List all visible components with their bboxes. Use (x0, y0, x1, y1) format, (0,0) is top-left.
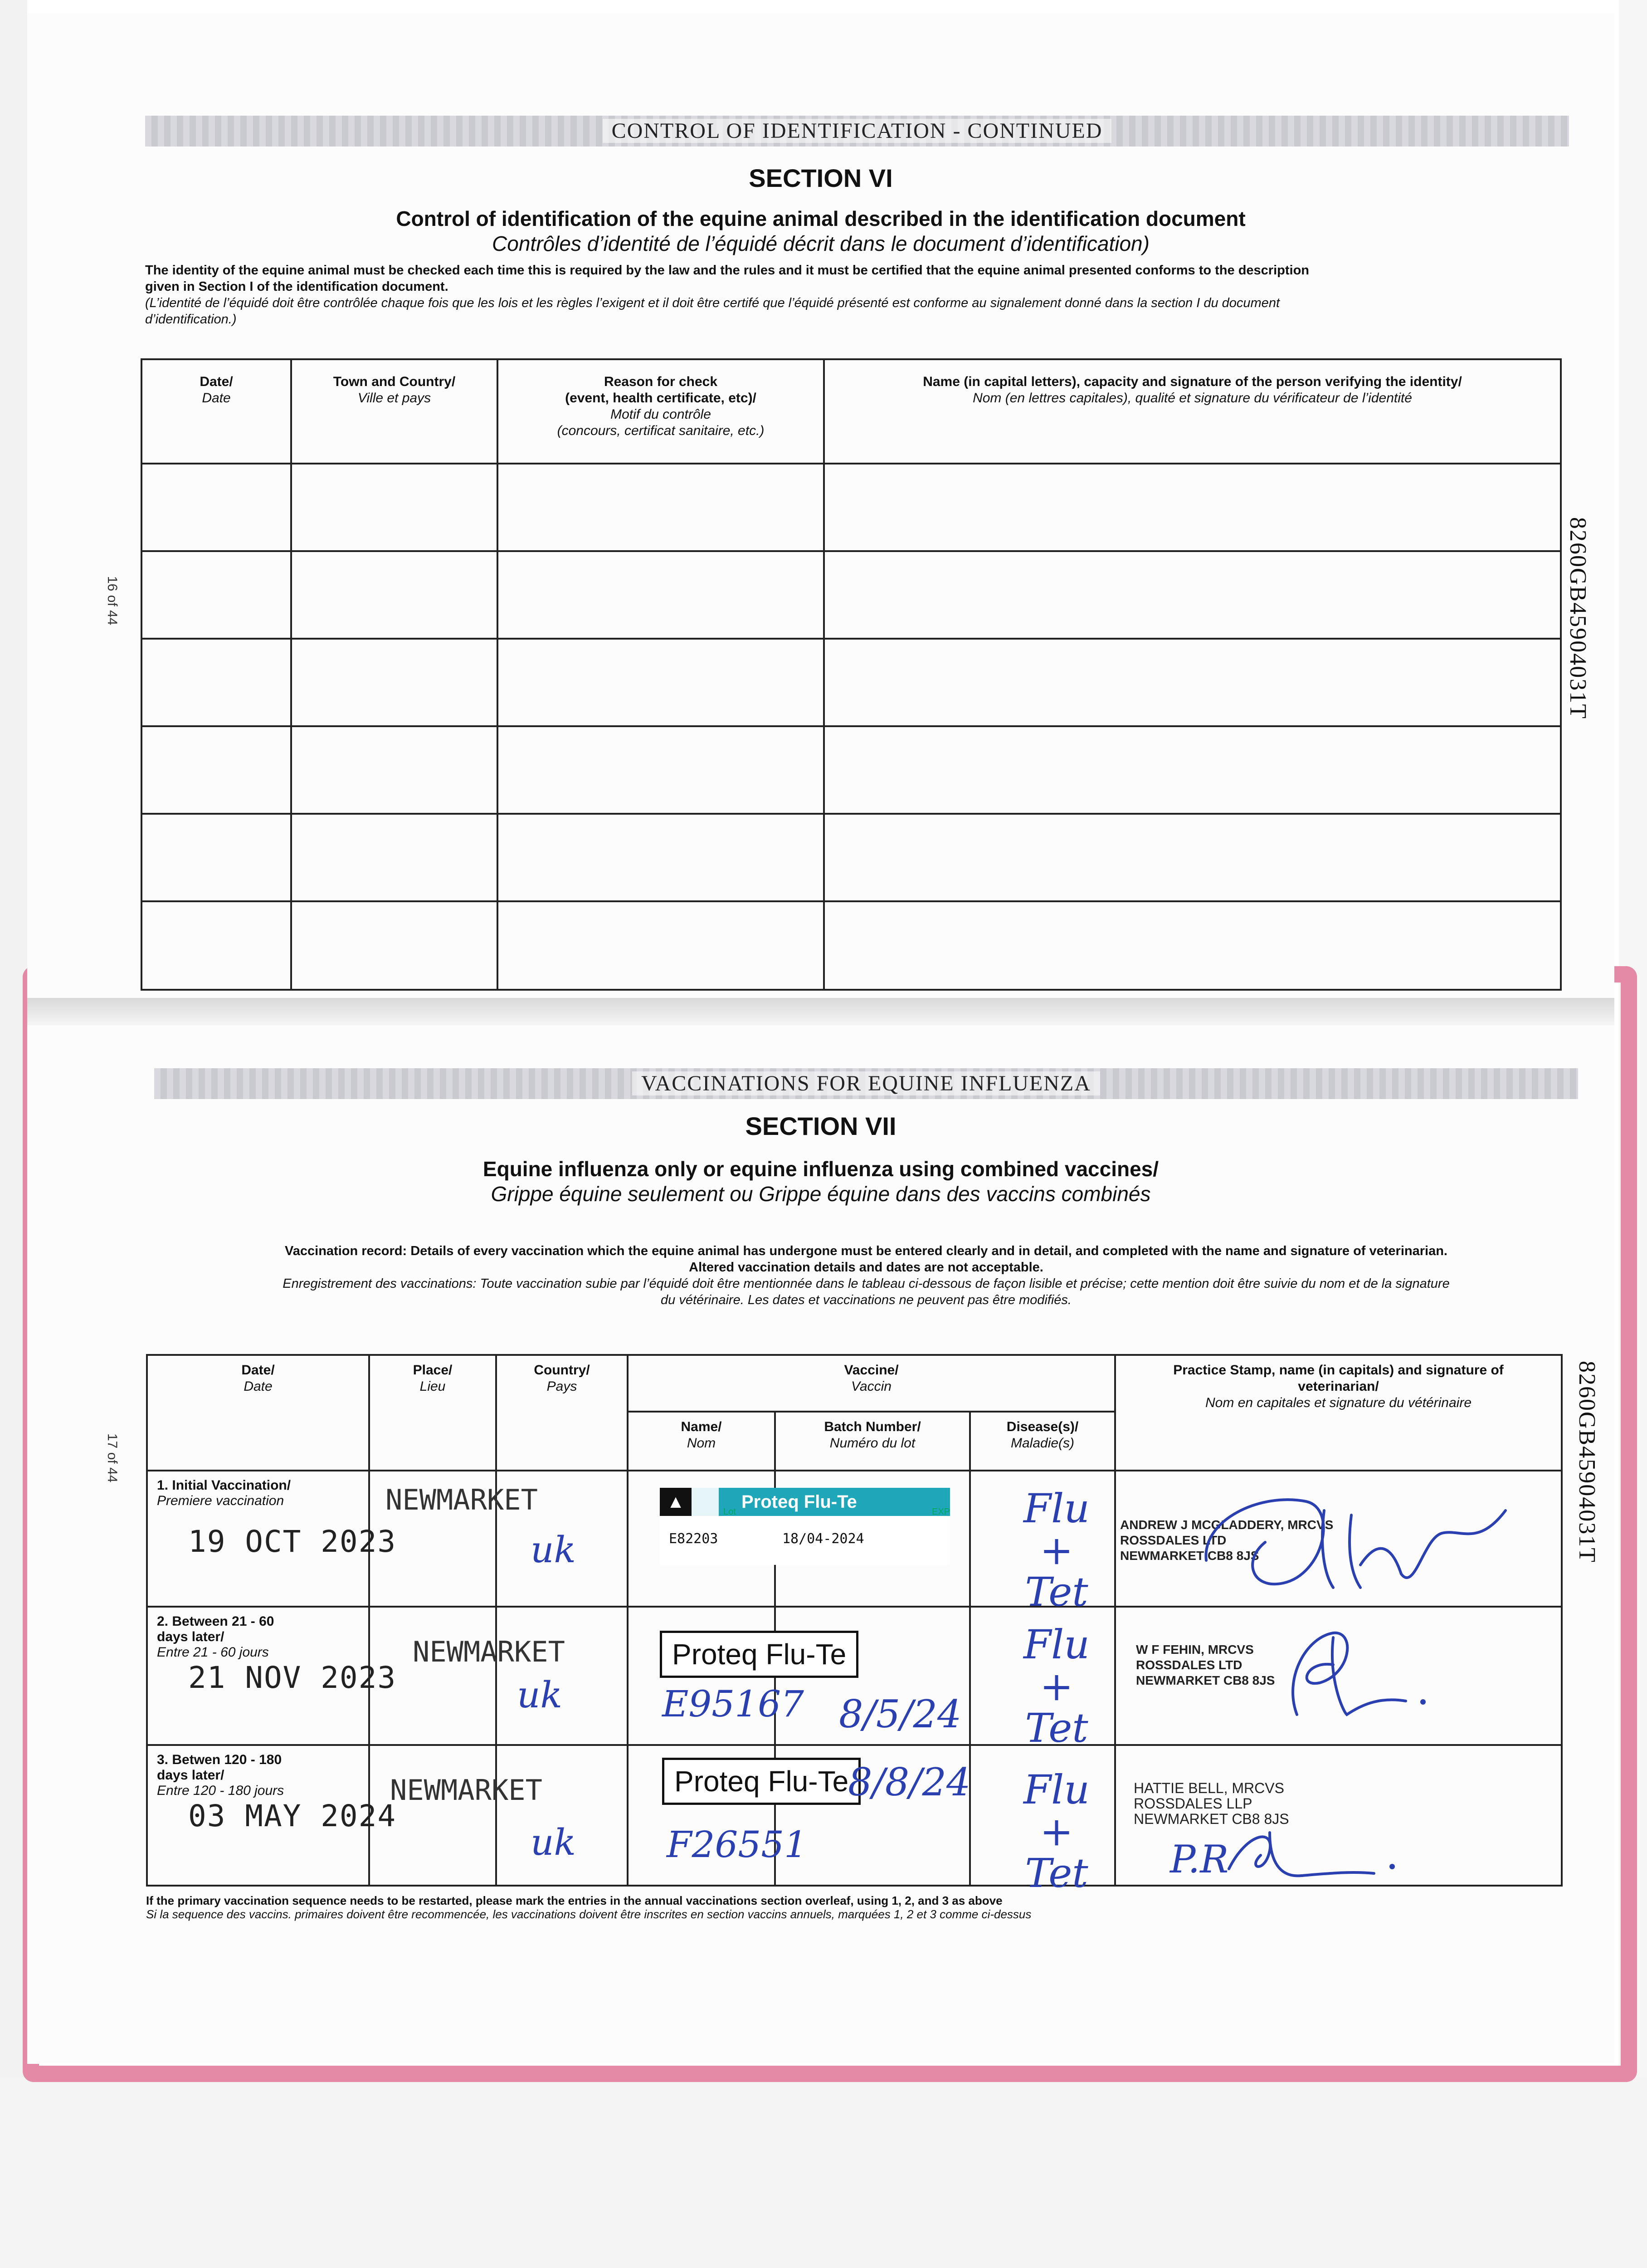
vet-practice-stamp: HATTIE BELL, MRCVS ROSSDALES LLP NEWMARKET CB8 8JS (1134, 1780, 1289, 1827)
scan-margin-bottom (0, 2077, 1647, 2268)
intro-fr-line2: du vétérinaire. Les dates et vaccinations ne peuvent pas être modifiés. (661, 1293, 1072, 1307)
table-header-row (147, 1355, 1562, 1412)
intro-fr-line1: (L’identité de l’équidé doit être contrôlée chaque fois que les lois et les règles l’exigent et il doit être certifé que l’équidé présenté est conforme au signalement donné dans la section I du document (145, 296, 1280, 310)
section-subtitle: Equine influenza only or equine influenza using combined vaccines/ (482, 1157, 1159, 1181)
passport-id: 8260GB45904031T (1565, 517, 1591, 719)
col-diseases: Disease(s)/ Maladie(s) (970, 1412, 1115, 1471)
vaccine-brand-label: Proteq Flu-Te (719, 1488, 950, 1516)
place-stamp: NEWMARKET (413, 1635, 565, 1668)
table-row (141, 639, 1561, 726)
intro-text (150, 1243, 1583, 1308)
vet-practice-stamp: ANDREW J MCGLADDERY, MRCVS ROSSDALES LTD NEWMARKET CB8 8JS (1120, 1518, 1334, 1563)
footnote-en: If the primary vaccination sequence needs to be restarted, please mark the entries in the annual vaccinations section overleaf, using 1, 2, and 3 as above (146, 1894, 1003, 1907)
col-batch-number: Batch Number/ Numéro du lot (775, 1412, 970, 1471)
vet-signature-2 (1243, 1624, 1433, 1733)
intro-en-line2: Altered vaccination details and dates are not acceptable. (689, 1260, 1043, 1275)
country-handwritten: uk (517, 1674, 562, 1716)
table-row (141, 726, 1561, 814)
section-title: SECTION VII (745, 1112, 897, 1140)
col-reason: Reason for check (event, health certificate, etc)/ Motif du contrôle (concours, certificat sanitaire, etc.) (497, 359, 824, 464)
batch-handwritten: F26551 (667, 1823, 807, 1866)
banner-text: CONTROL OF IDENTIFICATION - CONTINUED (603, 119, 1112, 143)
exp-label: EXP (932, 1507, 950, 1517)
vaccination-date-stamp: 19 OCT 2023 (188, 1524, 397, 1559)
col-country: Country/ Pays (496, 1355, 628, 1471)
vet-signature-3 (1220, 1823, 1401, 1887)
intro-en-line2: given in Section I of the identification document. (145, 279, 448, 294)
table-row (141, 551, 1561, 639)
vaccine-name-label: Proteq Flu-Te (660, 1631, 858, 1678)
vaccine-logo-icon: ▲ (660, 1488, 692, 1516)
disease-handwritten: Flu + Tet (1023, 1485, 1090, 1615)
footnote-fr: Si la sequence des vaccins. primaires doivent être recommencée, les vaccinations doivent être inscrites en section vaccins annuels, marquées 1, 2 et 3 comme ci-dessus (146, 1907, 1032, 1921)
batch-handwritten: E95167 (662, 1683, 804, 1725)
page-16 (27, 14, 1614, 1012)
row-label-cell: 1. Initial Vaccination/ Premiere vaccination (147, 1471, 369, 1607)
col-place: Place/ Lieu (369, 1355, 496, 1471)
table-row (141, 814, 1561, 901)
col-practice-stamp: Practice Stamp, name (in capitals) and signature of veterinarian/ Nom en capitales et signature du vétérinaire (1115, 1355, 1562, 1471)
col-vaccine-name: Name/ Nom (628, 1412, 775, 1471)
passport-id: 8260GB45904031T (1574, 1361, 1600, 1563)
page-17 (27, 1025, 1614, 2064)
vet-signature-1 (1188, 1483, 1524, 1606)
col-vaccine: Vaccine/ Vaccin (628, 1355, 1115, 1412)
table-row (141, 464, 1561, 551)
vaccine-batch-sticker (660, 1488, 950, 1565)
vaccination-date-stamp: 21 NOV 2023 (188, 1660, 397, 1695)
identity-check-table (141, 358, 1562, 991)
col-date: Date/ Date (141, 359, 291, 464)
lot-label: Lot (723, 1507, 736, 1517)
place-stamp: NEWMARKET (390, 1774, 542, 1807)
intro-en-line1: Vaccination record: Details of every vaccination which the equine animal has undergone must be entered clearly and in detail, and completed with the name and signature of veterinarian. (285, 1244, 1447, 1258)
disease-handwritten: Flu + Tet (1023, 1766, 1090, 1897)
expiry-handwritten: 8/5/24 (839, 1692, 962, 1736)
row-label-cell: 2. Between 21 - 60 days later/ Entre 21 - 60 jours (147, 1607, 369, 1745)
expiry-handwritten: 8/8/24 (848, 1760, 971, 1804)
intro-fr-line2: d’identification.) (145, 312, 237, 327)
intro-fr-line1: Enregistrement des vaccinations: Toute vaccination subie par l’équidé doit être mentionnée dans le tableau ci-dessous de façon lisible et précise; cette mention doit être suivie du nom et de la signature (283, 1276, 1450, 1291)
row-label-cell: 3. Betwen 120 - 180 days later/ Entre 120 - 180 jours (147, 1745, 369, 1886)
section-banner (154, 1068, 1578, 1099)
section-subtitle-fr: Grippe équine seulement ou Grippe équine dans des vaccins combinés (491, 1182, 1151, 1206)
table-header-row (141, 359, 1561, 464)
page-number: 16 of 44 (105, 576, 120, 626)
country-handwritten: uk (531, 1821, 576, 1863)
col-date: Date/ Date (147, 1355, 369, 1471)
intro-text (145, 262, 1569, 327)
batch-number: E82203 (669, 1531, 718, 1547)
col-verifier: Name (in capital letters), capacity and signature of the person verifying the identity/ Nom (en lettres capitales), qualité et signature du vérificateur de l’identité (824, 359, 1561, 464)
table-row (141, 901, 1561, 990)
col-town-country: Town and Country/ Ville et pays (291, 359, 497, 464)
intro-en-line1: The identity of the equine animal must be checked each time this is required by the law and the rules and it must be certified that the equine animal presented conforms to the description (145, 263, 1310, 278)
batch-expiry: 18/04-2024 (782, 1531, 864, 1547)
country-handwritten: uk (531, 1529, 576, 1571)
vaccine-name-label: Proteq Flu-Te (662, 1758, 861, 1805)
vet-practice-stamp: W F FEHIN, MRCVS ROSSDALES LTD NEWMARKET CB8 8JS (1136, 1642, 1275, 1687)
place-stamp: NEWMARKET (385, 1483, 538, 1516)
section-subtitle-fr: Contrôles d’identité de l’équidé décrit dans le document d’identification) (492, 232, 1150, 255)
banner-text: VACCINATIONS FOR EQUINE INFLUENZA (632, 1071, 1100, 1095)
page-number: 17 of 44 (105, 1433, 120, 1483)
vet-initials-handwritten: P.R (1170, 1837, 1229, 1882)
section-banner (145, 116, 1569, 147)
section-subtitle: Control of identification of the equine animal described in the identification document (396, 207, 1246, 230)
vaccination-date-stamp: 03 MAY 2024 (188, 1799, 397, 1833)
footnote (146, 1894, 1561, 1921)
disease-handwritten: Flu + Tet (1023, 1621, 1090, 1751)
section-title: SECTION VI (749, 164, 893, 192)
